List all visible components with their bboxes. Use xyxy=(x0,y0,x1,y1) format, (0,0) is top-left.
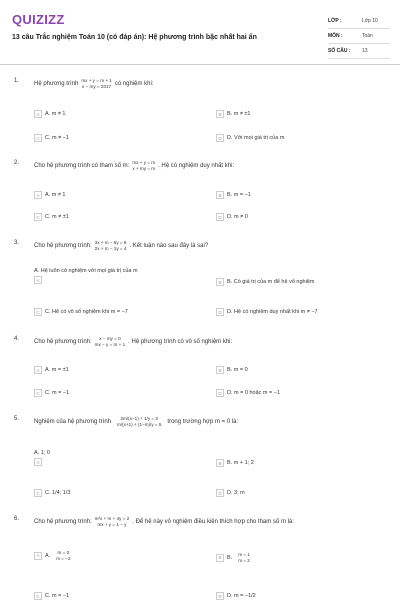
header-divider xyxy=(0,64,400,65)
option-letter-box: A xyxy=(34,552,42,560)
option-letter-box: B xyxy=(216,459,224,467)
option-text: D. m = 0 hoặc m = −1 xyxy=(227,390,281,396)
question-text-before: Cho hệ phương trình: xyxy=(34,242,92,249)
equation-line: mx + y = m + 1 xyxy=(81,78,112,83)
option-text: D. m ≠ 0 xyxy=(227,214,248,220)
option-c[interactable] xyxy=(34,134,69,142)
question-text-after: . Để hệ này vô nghiệm điều kiện thích hợp cho tham số m là: xyxy=(132,518,294,525)
option-letter-box: C xyxy=(34,213,42,221)
equation-line: m²x + m + 4y = 2 xyxy=(94,516,130,521)
question-text xyxy=(34,240,208,252)
equation-line: x + my = m xyxy=(132,165,156,171)
question-text xyxy=(34,160,234,172)
option-c[interactable] xyxy=(34,308,128,316)
equation-system xyxy=(95,336,126,348)
option-text: A. m = 0 m = −2 xyxy=(45,550,71,561)
option-letter-box: C xyxy=(34,592,42,600)
option-b[interactable] xyxy=(216,552,253,564)
option-b[interactable] xyxy=(216,366,248,374)
option-letter-box: C xyxy=(34,389,42,397)
question-number: 1. xyxy=(14,78,20,84)
question-text-before: Nghiệm của hệ phương trình xyxy=(34,418,111,425)
option-text: D. m = −1/2 xyxy=(227,593,256,599)
question-text-before: Hệ phương trình xyxy=(34,80,79,87)
meta-label: MÔN : xyxy=(328,33,343,39)
option-text: C. m ≠ ±1 xyxy=(45,214,69,220)
option-letter-box: D xyxy=(216,308,224,316)
option-d[interactable] xyxy=(216,489,245,497)
option-letter-box: B xyxy=(216,110,224,118)
option-letter-box: D xyxy=(216,213,224,221)
option-d[interactable] xyxy=(216,134,284,142)
equation-line: x − my = 2017 xyxy=(82,83,112,89)
option-text: C. m ≠ −1 xyxy=(45,135,69,141)
option-letter-box: A xyxy=(34,458,42,466)
equation-system xyxy=(95,516,130,528)
meta-label: LỚP : xyxy=(328,18,342,24)
option-letter-box: B xyxy=(216,191,224,199)
question-text-after: . Kết luận nào sau đây là sai? xyxy=(129,242,209,249)
equation-system xyxy=(132,160,155,172)
meta-value: Toán xyxy=(362,33,373,39)
option-d[interactable] xyxy=(216,389,280,397)
option-c[interactable] xyxy=(34,389,69,397)
question-number: 2. xyxy=(14,160,20,166)
option-text: A. m ≠ 1 xyxy=(45,111,66,117)
equation-line: mx + y = m xyxy=(132,160,156,165)
page-header xyxy=(0,0,400,64)
option-letter-box: B xyxy=(216,278,224,286)
question-text-after: có nghiệm khi: xyxy=(114,80,154,87)
equation-line: mx − y = m + 1 xyxy=(94,341,126,347)
meta-value: Lớp 10 xyxy=(362,18,378,24)
option-letter-box: D xyxy=(216,489,224,497)
option-text: A. m = ±1 xyxy=(45,367,69,373)
option-text: A. 1; 0 xyxy=(34,450,50,456)
option-text: C. Hệ có vô số nghiệm khi m = −7 xyxy=(45,309,128,315)
question-text-before: Cho hệ phương trình: xyxy=(34,518,92,525)
equation-line: 3x + m − 5y = 6 xyxy=(94,240,127,245)
question-number: 4. xyxy=(14,336,20,342)
meta-row-subject xyxy=(328,29,390,44)
meta-panel xyxy=(328,14,390,59)
option-c[interactable] xyxy=(34,489,70,497)
option-letter-box: A xyxy=(34,110,42,118)
option-text: A. Hệ luôn có nghiệm với mọi giá trị của m xyxy=(34,268,138,274)
option-a[interactable] xyxy=(34,366,69,374)
option-text: C. 1/4; 1/3 xyxy=(45,490,71,496)
option-letter-box: A xyxy=(34,366,42,374)
question-text xyxy=(34,416,238,428)
meta-row-count xyxy=(328,44,390,59)
option-c[interactable] xyxy=(34,213,69,221)
option-text: B. m ≠ ±1 xyxy=(227,111,251,117)
question-text xyxy=(34,78,154,90)
equation-system xyxy=(95,240,127,252)
option-a[interactable] xyxy=(34,191,65,199)
option-text: B. Có giá trị của m để hệ vô nghiệm xyxy=(227,279,315,285)
question-text-after: . Hệ phương trình có vô số nghiệm khi: xyxy=(128,338,233,345)
equation-line: 2x + m − 1y = 4 xyxy=(94,245,127,251)
option-text: D. Với mọi giá trị của m xyxy=(227,135,285,141)
option-letter-box: A xyxy=(34,191,42,199)
meta-label: SỐ CÂU : xyxy=(328,48,351,54)
option-text: D. 3; m xyxy=(227,490,245,496)
equation-line: m/(x+1) + (1−m)/y = 5 xyxy=(117,421,162,427)
question-text-after: . Hệ có nghiệm duy nhất khi: xyxy=(158,162,235,169)
meta-value: 13 xyxy=(362,48,368,54)
option-letter-box: D xyxy=(216,134,224,142)
option-a[interactable] xyxy=(34,110,65,118)
option-text: C. m = −1 xyxy=(45,390,70,396)
question-number: 6. xyxy=(14,516,20,522)
question-number: 3. xyxy=(14,240,20,246)
option-text: B. m = 0 xyxy=(227,367,248,373)
option-letter-box: C xyxy=(34,134,42,142)
option-text: D. Hệ có nghiệm duy nhất khi m ≠ −7 xyxy=(227,309,318,315)
equation-line: 2m/(x−1) + 1/y = 3 xyxy=(120,416,158,421)
question-text-before: Cho hệ phương trình có tham số m: xyxy=(34,162,130,169)
option-letter-box: B xyxy=(216,554,224,562)
option-letter-box: A xyxy=(34,276,42,284)
option-d[interactable] xyxy=(216,308,318,316)
equation-system xyxy=(117,416,161,428)
option-letter-box: C xyxy=(34,308,42,316)
option-text: B. m = −1 xyxy=(227,192,251,198)
option-letter-box: D xyxy=(216,592,224,600)
question-text xyxy=(34,336,232,348)
equation-system xyxy=(81,78,112,90)
option-c[interactable] xyxy=(34,592,69,600)
option-letter-box: C xyxy=(34,489,42,497)
equation-line: mx + y = 1 − y xyxy=(97,521,127,527)
question-text xyxy=(34,516,294,528)
quizizz-logo: QUIZIZZ xyxy=(12,12,65,27)
question-text-after: trong trường hợp m = 0 là: xyxy=(167,418,239,425)
option-b[interactable] xyxy=(216,459,254,467)
option-b[interactable] xyxy=(216,191,251,199)
option-a[interactable] xyxy=(34,450,50,466)
question-number: 5. xyxy=(14,416,20,422)
meta-row-class xyxy=(328,14,390,29)
option-d[interactable] xyxy=(216,592,256,600)
option-text: A. m ≠ 1 xyxy=(45,192,66,198)
option-text: B. m + 1; 2 xyxy=(227,460,254,466)
option-a[interactable] xyxy=(34,550,74,562)
option-b[interactable] xyxy=(216,278,314,286)
option-d[interactable] xyxy=(216,213,248,221)
question-text-before: Cho hệ phương trình: xyxy=(34,338,92,345)
option-text: C. m = −1 xyxy=(45,593,70,599)
equation-line: x − my = 0 xyxy=(99,336,121,341)
page-title: 13 câu Trắc nghiệm Toán 10 (có đáp án): Hệ phương trình bậc nhất hai ẩn xyxy=(12,34,257,41)
option-a[interactable] xyxy=(34,268,138,284)
option-letter-box: B xyxy=(216,366,224,374)
option-b[interactable] xyxy=(216,110,250,118)
option-text: B. m = 1 m = 2 xyxy=(227,552,250,563)
option-letter-box: D xyxy=(216,389,224,397)
